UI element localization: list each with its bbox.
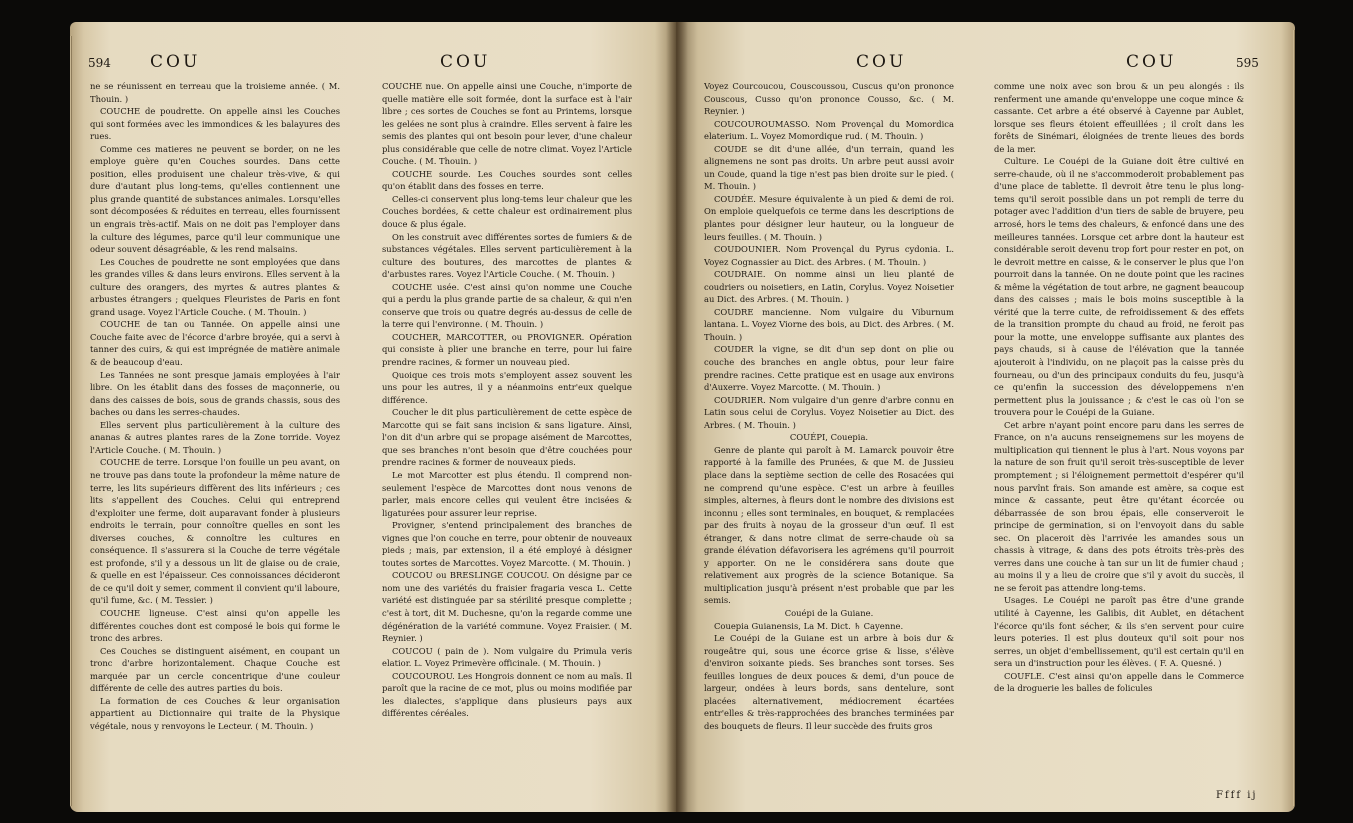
paragraph: Les Tannées ne sont presque jamais employées à l'air libre. On les établit dans des fosses de maçonnerie, ou dans des caisses de bois, sous de grands chassis, sous des baches ou dans les serres-chaudes. xyxy=(90,369,340,418)
left-page xyxy=(70,22,676,812)
paragraph: COUDRE mancienne. Nom vulgaire du Viburnum lantana. L. Voyez Viorne des bois, au Dict. des Arbres. ( M. Thouin. ) xyxy=(704,306,954,342)
paragraph: Genre de plante qui paroît à M. Lamarck pouvoir être rapporté à la famille des Prunées, & que M. de Jussieu place dans la septième section de celle des Rosacées qui ne comprend qu'une espèce. C'est un arbre à feuilles simples, alternes, à fleurs dont le nombre des divisions est inconnu ; elles sont terminales, en bouquet, & remplacées par des fruits à noyau de la grosseur d'un œuf. Il est étranger, & dans notre climat de serre-chaude où sa grande élévation défavorisera les agrémens qu'il pourroit y apporter. On ne le considérera sans doute que relativement aux progrès de la science Botanique. Sa multiplication jusqu'à présent n'est probable que par les semis. xyxy=(704,444,954,606)
paragraph: ne se réunissent en terreau que la troisieme année. ( M. Thouin. ) xyxy=(90,81,340,104)
paragraph: COUCHER, MARCOTTER, ou PROVIGNER. Opération qui consiste à plier une branche en terre, pour lui faire prendre racines, & former un nouveau pied. xyxy=(382,331,632,368)
paragraph: COUDER la vigne, se dit d'un sep dont on plie ou couche des branches en angle obtus, pour leur faire prendre racines. Cette pratique est en usage aux environs d'Auxerre. Voyez Marcotte. ( M. Thouin. ) xyxy=(704,344,954,393)
paragraph: COUDE se dit d'une allée, d'un terrain, quand les alignemens ne sont pas droits. Un arbre peut aussi avoir un Coude, quand la tige n'est pas bien droite sur le pied. ( M. Thouin. ) xyxy=(704,143,954,192)
paragraph: COUCHE de poudrette. On appelle ainsi les Couches qui sont formées avec les immondices & les balayures des rues. xyxy=(90,106,340,142)
page-edges-left xyxy=(70,36,72,806)
paragraph: COUCOUROU. Les Hongrois donnent ce nom au maïs. Il paroît que la racine de ce mot, plus ou moins modifiée par les dialectes, s'applique dans plusieurs pays aux différentes céréales. xyxy=(382,670,632,719)
paragraph: Elles servent plus particulièrement à la culture des ananas & autres plantes rares de la Zone torride. Voyez l'Article Couche. ( M. Thouin. ) xyxy=(90,419,340,455)
paragraph: Le Couépi de la Guiane est un arbre à bois dur & rougeâtre qui, sous une écorce grise & lisse, s'élève d'environ soixante pieds. Ses branches sont torses. Ses feuilles longues de deux pouces & demi, d'un pouce de largeur, ondées à leurs bords, sans dentelure, sont placées alternativement, médiocrement écartées entr'elles & très-rapprochées des branches terminées par des bouquets de fleurs. Il leur succède des fruits gros xyxy=(704,633,954,731)
paragraph: Celles-ci conservent plus long-tems leur chaleur que les Couches bordées, & cette chaleur est ordinairement plus douce & plus égale. xyxy=(382,193,632,230)
paragraph: Le mot Marcotter est plus étendu. Il comprend non-seulement l'espèce de Marcottes dont nous venons de parler, mais encore celles qui veulent être incisées & ligaturées pour assurer leur reprise. xyxy=(382,469,632,518)
paragraph: COUDRAIE. On nomme ainsi un lieu planté de coudriers ou noisetiers, en Latin, Corylus. Voyez Noisetier au Dict. des Arbres. ( M. Thouin. ) xyxy=(704,269,954,305)
right-column-1 xyxy=(704,80,954,790)
paragraph: Couepia Guianensis, La M. Dict. ♄ Cayenne. xyxy=(714,620,904,631)
right-page xyxy=(676,22,1295,812)
paragraph: COUCHE nue. On appelle ainsi une Couche, n'importe de quelle matière elle soit formée, dont la surface est à l'air libre ; ces sortes de Couches se font au Printems, lorsque les gelées ne sont plus à craindre. Elles servent à faire les semis des plantes qui ont besoin pour lever, d'une chaleur plus considérable que celle de notre climat. Voyez l'Article Couche. ( M. Thouin. ) xyxy=(382,81,632,167)
paragraph: comme une noix avec son brou & un peu alongés : ils renferment une amande qu'enveloppe une coque mince & cassante. Cet arbre a été observé à Cayenne par Aublet, lorsque ses fleurs étoient effeuillées ; il croît dans les forêts de Sinémari, éloignées de trente lieues des bords de la mer. xyxy=(994,81,1244,154)
paragraph: COUDÉE. Mesure équivalente à un pied & demi de roi. On emploie quelquefois ce terme dans les descriptions de plantes pour désigner leur hauteur, ou la longueur de leurs feuilles. ( M. Thouin. ) xyxy=(704,193,954,242)
paragraph: On les construit avec différentes sortes de fumiers & de substances végétales. Elles servent particulièrement à la culture des boutures, des marcottes de plantes & d'arbustes rares. Voyez l'Article Couche. ( M. Thouin. ) xyxy=(382,231,632,280)
paragraph: COUCOUROUMASSO. Nom Provençal du Momordica elaterium. L. Voyez Momordique rud. ( M. Thouin. ) xyxy=(704,118,954,142)
paragraph: COUCHE usée. C'est ainsi qu'on nomme une Couche qui a perdu la plus grande partie de sa chaleur, & qui n'en conserve que trois ou quatre degrés au-dessus de celle de la terre qui l'environne. ( M. Thouin. ) xyxy=(382,281,632,330)
signature-mark: Ffff ij xyxy=(1216,790,1258,801)
page-number-left: 594 xyxy=(88,56,111,70)
right-column-2 xyxy=(994,80,1244,790)
paragraph: Provigner, s'entend principalement des branches de vignes que l'on couche en terre, pour obtenir de nouveaux pieds ; mais, par extension, il a été employé à désigner toutes sortes de Marcottes. Voyez Marcotte. ( M. Thouin. ) xyxy=(382,520,632,568)
paragraph: Cet arbre n'ayant point encore paru dans les serres de France, on n'a aucuns renseignemens sur les moyens de multiplication qui tiennent le plus à l'art. Nous voyons par la nature de son fruit qu'il seroit très-susceptible de lever promptement ; si l'éloignement permettoit d'espérer qu'il nous parvînt frais. Son amande est amère, sa coque est mince & cassante, peut être qu'étant écorcée ou débarrassée de son brou épais, elle conserveroit le principe de germination, si on l'envoyoit dans du sable sec. On placeroit dès l'arrivée les amandes sous un chassis à vitrage, & dans des pots étroits très-près des verres dans une couche à tan sur un lit de fumier chaud ; au moins il y a lieu de croire que s'il y avoit du succès, il ne se feroit pas attendre long-tems. xyxy=(994,419,1244,593)
running-head-right-col1: COU xyxy=(856,52,907,72)
paragraph: COUCOU ou BRESLINGE COUCOU. On désigne par ce nom une des variétés du fraisier fragaria vesca L. Cette variété est distinguée par sa stérilité presque complette ; c'est à tort, dit M. Duchesne, qu'on la regarde comme une dégénération de la variété commune. Voyez Fraisier. ( M. Reynier. ) xyxy=(382,570,632,644)
left-column-2 xyxy=(382,80,632,790)
paragraph: Culture. Le Couépi de la Guiane doit être cultivé en serre-chaude, où il ne s'accommoderoit probablement pas d'une place de tablette. Il devroit être tenu le plus long-tems qu'il seroit possible dans un pot rempli de terre du potager avec l'addition d'un tiers de sable de bruyere, peu arrosé, hors le tems des chaleurs, & enfoncé dans une des meilleures tannées. Lorsque cet arbre dont la hauteur est considérable seroit devenu trop fort pour rester en pot, on le devroit mettre en caisse, & le conserver le plus que l'on pourroit dans la tannée. On ne doute point que les racines & même la végétation de tout arbre, ne gagnent beaucoup dans des caisses ; mais le bois moins susceptible à la vérité que la terre cuite, de refroidissement & des effets de la transition prompte du chaud au froid, ne feroit pas pour la motte, une enveloppe suffisante aux plantes des pays chauds, si à cause de l'élévation que la tannée ajouteroit à l'individu, on ne plaçoit pas la caisse près du fourneau, ou d'un des principaux conduits du feu, jusqu'à ce qu'enfin la succession des développemens n'en permettent plus la jouissance ; & c'est le cas où l'on se trouvera pour le Couépi de la Guiane. xyxy=(994,156,1244,418)
paragraph: COUCHE ligneuse. C'est ainsi qu'on appelle les différentes couches dont est composé le bois qui forme le tronc des arbres. xyxy=(90,607,340,644)
paragraph: Coucher le dit plus particulièrement de cette espèce de Marcotte qui se fait sans incision & sans ligature. Ainsi, l'on dit d'un arbre qui se propage aisément de Marcottes, que ses branches n'ont besoin que d'être couchées pour prendre racines & former de nouveaux pieds. xyxy=(382,407,632,468)
running-head-right: COU xyxy=(1126,52,1177,72)
paragraph: COUCHE de terre. Lorsque l'on fouille un peu avant, on ne trouve pas dans toute la profondeur la même nature de terre, les lits supérieurs diffèrent des lits inférieurs ; ces lits s'appellent des Couches. Celui qui entreprend d'exploiter une ferme, doit auparavant fonder à plusieurs endroits le terrain, pour connoître quelles en sont les diverses couches, & connoître les cultures en conséquence. Il s'assurera si la Couche de terre végétale est profonde, s'il y a dessous un lit de glaise ou de craie, & quelle en est l'épaisseur. Ces connoissances décideront de ce qu'il doit y semer, comment il convient qu'il laboure, qu'il fume, &c. ( M. Tessier. ) xyxy=(90,457,340,606)
paragraph: COUCHE sourde. Les Couches sourdes sont celles qu'on établit dans des fosses en terre. xyxy=(382,168,632,192)
paragraph: Comme ces matieres ne peuvent se border, on ne les employe guère qu'en Couches sourdes. Dans cette position, elles produisent une chaleur très-vive, & qui dure d'autant plus long-tems, qu'elles contiennent une plus grande quantité de substances animales. Lorsqu'elles sont décomposées & réduites en terreau, elles fournissent un engrais très-actif. Mais on ne doit pas l'employer dans la culture des légumes, parce qu'il leur communique une odeur souvent désagréable, & les rend malsains. xyxy=(90,143,340,255)
page-number-right: 595 xyxy=(1236,56,1259,70)
paragraph: Ces Couches se distinguent aisément, en coupant un tronc d'arbre horizontalement. Chaque Couche est marquée par un cercle concentrique d'une couleur différente de celle des autres parties du bois. xyxy=(90,645,340,694)
book-gutter xyxy=(666,22,688,812)
running-head-left-col2: COU xyxy=(440,52,491,72)
paragraph: Usages. Le Couépi ne paroît pas être d'une grande utilité à Cayenne, les Galibis, dit Aublet, en détachent l'écorce qu'ils font sécher, & ils s'en servent pour cuire leurs poteries. Il est plus douteux qu'il soit pour nos serres, un objet d'embellissement, qu'il est certain qu'il en sera un d'instruction pour les élèves. ( F. A. Quesné. ) xyxy=(994,595,1244,669)
paragraph: COUCHE de tan ou Tannée. On appelle ainsi une Couche faite avec de l'écorce d'arbre broyée, qui a servi à tanner des cuirs, & qui est imprégnée de matière animale & de beaucoup d'eau. xyxy=(90,319,340,368)
page-edges-right xyxy=(1293,30,1295,806)
paragraph: COUDRIER. Nom vulgaire d'un genre d'arbre connu en Latin sous celui de Corylus. Voyez Noisetier au Dict. des Arbres. ( M. Thouin. ) xyxy=(704,394,954,430)
paragraph: Voyez Courcoucou, Couscoussou, Cuscus qu'on prononce Couscous, Cusso qu'on prononce Cousso, &c. ( M. Reynier. ) xyxy=(704,81,954,117)
running-head-left: COU xyxy=(150,52,201,72)
left-column-1 xyxy=(90,80,340,790)
open-book xyxy=(70,22,1295,812)
paragraph: Quoique ces trois mots s'employent assez souvent les uns pour les autres, il y a néanmoins entr'eux quelque différence. xyxy=(382,369,632,405)
paragraph: La formation de ces Couches & leur organisation appartient au Dictionnaire qui traite de la Physique végétale, nous y renvoyons le Lecteur. ( M. Thouin. ) xyxy=(90,695,340,731)
paragraph: COUÉPI, Couepia. xyxy=(789,432,869,443)
paragraph: COUDOUNIER. Nom Provençal du Pyrus cydonia. L. Voyez Cognassier au Dict. des Arbres. ( M. Thouin. ) xyxy=(704,244,954,267)
paragraph: COUCOU ( pain de ). Nom vulgaire du Primula veris elatior. L. Voyez Primevère officinale. ( M. Thouin. ) xyxy=(382,645,632,669)
paragraph: Couépi de la Guiane. xyxy=(784,607,874,618)
paragraph: Les Couches de poudrette ne sont employées que dans les grandes villes & dans leurs environs. Elles servent à la culture des orangers, des myrtes & autres plantes & arbustes étrangers ; quelques Fleuristes de Paris en font grand usage. Voyez l'Article Couche. ( M. Thouin. ) xyxy=(90,256,340,317)
paragraph: COUFLE. C'est ainsi qu'on appelle dans le Commerce de la droguerie les balles de folicules xyxy=(994,670,1244,694)
